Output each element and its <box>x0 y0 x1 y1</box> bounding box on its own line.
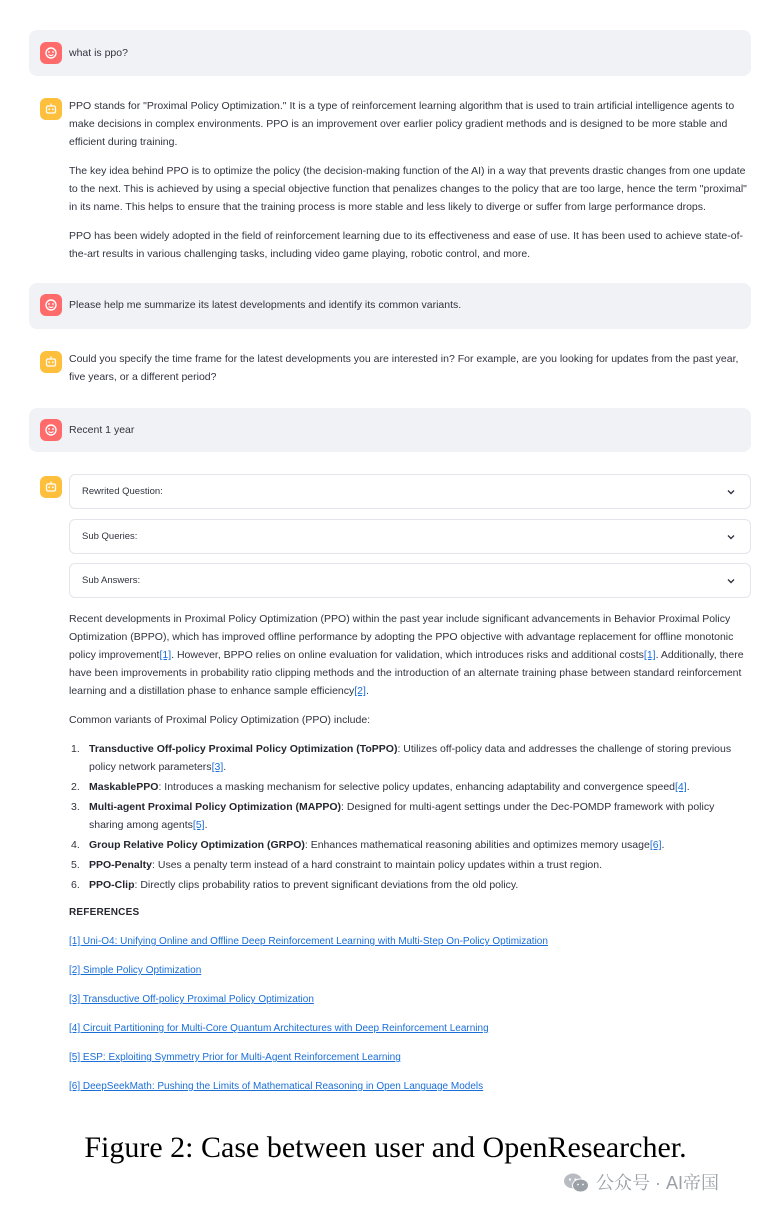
rewrited-question-expander[interactable] <box>69 474 751 509</box>
variant-name: PPO-Clip <box>89 879 135 891</box>
list-number: 5. <box>71 859 80 871</box>
user-message-2 <box>29 283 751 329</box>
list-item <box>69 798 751 834</box>
user-face-icon <box>44 46 58 60</box>
chevron-down-icon <box>726 487 736 497</box>
user-message-text: Please help me summarize its latest developments and identify its common variants. <box>69 299 462 311</box>
list-item <box>69 836 751 854</box>
variant-desc: : Directly clips probability ratios to prevent significant deviations from the old policy. <box>134 879 519 891</box>
bot-message-3 <box>29 474 751 604</box>
variant-name: Group Relative Policy Optimization (GRPO) <box>89 839 305 851</box>
robot-icon <box>44 355 58 369</box>
variant-name: PPO-Penalty <box>89 859 153 871</box>
list-number: 3. <box>71 801 80 813</box>
citation-link[interactable]: [4] <box>675 781 687 793</box>
reference-link[interactable]: [5] ESP: Exploiting Symmetry Prior for Multi-Agent Reinforcement Learning <box>69 1052 401 1063</box>
bot-message-text <box>69 97 751 274</box>
user-message-text: Recent 1 year <box>69 424 135 436</box>
variants-heading: Common variants of Proximal Policy Optimization (PPO) include: <box>69 714 371 726</box>
answer-text: . Additionally, there have been improvements in probability ratio clipping methods and the introduction of an alternate training phase between standard reinforcement learning and a distillation phase to enhance sample efficiency <box>69 649 744 697</box>
answer-text: . <box>365 685 369 697</box>
references-section <box>69 904 751 1096</box>
chevron-down-icon <box>726 576 736 586</box>
user-message-3 <box>29 408 751 452</box>
citation-link[interactable]: [3] <box>211 761 224 773</box>
expander-label: Sub Answers: <box>82 575 141 586</box>
bot-avatar <box>40 476 62 498</box>
list-item <box>69 778 751 796</box>
user-avatar <box>40 294 62 316</box>
bot-avatar <box>40 98 62 120</box>
list-item <box>69 876 751 894</box>
watermark <box>562 1172 719 1194</box>
variant-end: . <box>204 819 208 831</box>
variant-desc: : Enhances mathematical reasoning abilities and optimizes memory usage <box>304 839 650 851</box>
variant-name: Multi-agent Proximal Policy Optimization (MAPPO) <box>89 801 342 813</box>
citation-link[interactable]: [2] <box>354 685 366 697</box>
user-face-icon <box>44 298 58 312</box>
variant-end: . <box>223 761 227 773</box>
variant-desc: : Designed for multi-agent settings under the Dec-POMDP framework with policy sharing among agents <box>89 801 715 831</box>
variants-list <box>69 740 751 894</box>
user-avatar <box>40 42 62 64</box>
reference-link[interactable]: [3] Transductive Off-policy Proximal Policy Optimization <box>69 994 314 1005</box>
bot-paragraph: PPO has been widely adopted in the field of reinforcement learning due to its effectiveness and ease of use. It has been used to achieve state-of-the-art results in various challenging tasks, including video game playing, robotic control, and more. <box>69 230 743 260</box>
robot-icon <box>44 480 58 494</box>
variant-name: Transductive Off-policy Proximal Policy Optimization (ToPPO) <box>89 743 398 755</box>
answer-text: . However, BPPO relies on online evaluation for validation, which introduces risks and additional costs <box>171 649 644 661</box>
list-item <box>69 856 751 874</box>
bot-avatar <box>40 351 62 373</box>
variant-name: MaskablePPO <box>89 781 159 793</box>
bot-message-1 <box>29 90 751 270</box>
variant-desc: : Uses a penalty term instead of a hard constraint to maintain policy updates within a trust region. <box>152 859 603 871</box>
chevron-down-icon <box>726 532 736 542</box>
reference-link[interactable]: [1] Uni-O4: Unifying Online and Offline Deep Reinforcement Learning with Multi-Step On-Policy Optimization <box>69 936 548 947</box>
variant-desc: : Introduces a masking mechanism for selective policy updates, enhancing adaptability and convergence speed <box>158 781 676 793</box>
citation-link[interactable]: [1] <box>643 649 656 661</box>
list-number: 6. <box>71 879 80 891</box>
answer-intro <box>69 610 751 700</box>
bot-paragraph: The key idea behind PPO is to optimize the policy (the decision-making function of the AI) in a way that prevents drastic changes from one update to the next. This is achieved by using a special objective function that penalizes changes to the policy that are too large, hence the term "proximal" in its name. This helps to ensure that the training process is more stable and less likely to diverge or suffer from large performance drops. <box>69 165 747 213</box>
variant-end: . <box>661 839 665 851</box>
user-avatar <box>40 419 62 441</box>
user-message-text: what is ppo? <box>69 47 128 59</box>
list-number: 1. <box>71 743 80 755</box>
sub-answers-expander[interactable] <box>69 563 751 598</box>
watermark-text: 公众号 · AI帝国 <box>596 1173 720 1193</box>
list-item <box>69 740 751 776</box>
citation-link[interactable]: [6] <box>649 839 662 851</box>
variant-end: . <box>686 781 690 793</box>
list-number: 2. <box>71 781 80 793</box>
citation-link[interactable]: [1] <box>159 649 172 661</box>
sub-queries-expander[interactable] <box>69 519 751 554</box>
user-face-icon <box>44 423 58 437</box>
bot-paragraph: PPO stands for "Proximal Policy Optimization." It is a type of reinforcement learning algorithm that is used to train artificial intelligence agents to make decisions in complex environments. PPO is an improvement over earlier policy gradient methods and is designed to be more stable and efficient during training. <box>69 100 735 148</box>
citation-link[interactable]: [5] <box>192 819 205 831</box>
answer-body <box>69 610 751 896</box>
robot-icon <box>44 102 58 116</box>
user-message-1 <box>29 30 751 76</box>
bot-message-text: Could you specify the time frame for the latest developments you are interested in? For example, are you looking for updates from the past year, five years, or a different period? <box>69 353 739 383</box>
figure-caption: Figure 2: Case between user and OpenResearcher. <box>84 1131 687 1164</box>
wechat-icon <box>562 1172 590 1194</box>
expander-label: Sub Queries: <box>82 531 138 542</box>
reference-link[interactable]: [6] DeepSeekMath: Pushing the Limits of Mathematical Reasoning in Open Language Models <box>69 1081 484 1092</box>
expander-label: Rewrited Question: <box>82 486 163 497</box>
references-title: REFERENCES <box>69 907 140 918</box>
reference-link[interactable]: [2] Simple Policy Optimization <box>69 965 202 976</box>
bot-message-2 <box>29 343 751 393</box>
list-number: 4. <box>71 839 80 851</box>
answer-text: Recent developments in Proximal Policy Optimization (PPO) within the past year include significant advancements in Behavior Proximal Policy Optimization (BPPO), which has improved offline performance by adopting the PPO objective with advantage replacement for offline monotonic policy improvement <box>69 613 734 661</box>
reference-link[interactable]: [4] Circuit Partitioning for Multi-Core Quantum Architectures with Deep Reinforcement Learning <box>69 1023 489 1034</box>
variant-desc: : Utilizes off-policy data and addresses the challenge of storing previous policy network parameters <box>89 743 732 773</box>
